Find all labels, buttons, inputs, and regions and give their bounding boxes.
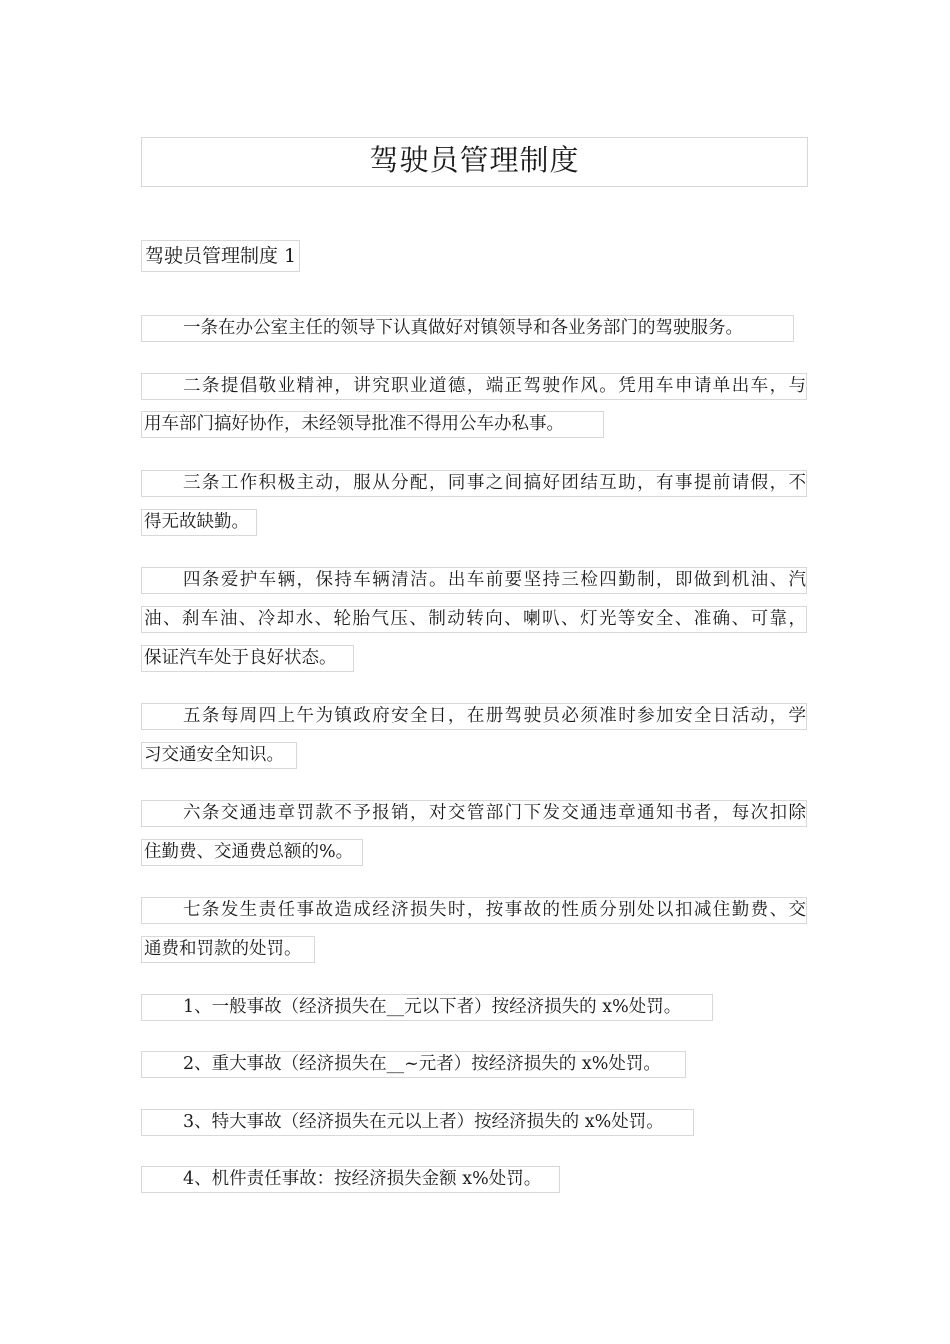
paragraph-line: 七条发生责任事故造成经济损失时，按事故的性质分别处以扣减住勤费、交 xyxy=(141,897,807,924)
paragraph-line: 五条每周四上午为镇政府安全日，在册驾驶员必须准时参加安全日活动，学 xyxy=(141,703,807,730)
paragraph-line: 住勤费、交通费总额的%。 xyxy=(141,839,363,866)
paragraph-line: 三条工作积极主动，服从分配，同事之间搞好团结互助，有事提前请假，不 xyxy=(141,470,807,497)
paragraph-line: 一条在办公室主任的领导下认真做好对镇领导和各业务部门的驾驶服务。 xyxy=(141,315,794,342)
paragraph-line: 通费和罚款的处罚。 xyxy=(141,936,315,963)
paragraph-line: 保证汽车处于良好状态。 xyxy=(141,645,354,672)
list-item: 2、重大事故（经济损失在__~元者）按经济损失的 x%处罚。 xyxy=(141,1051,686,1078)
document-title: 驾驶员管理制度 xyxy=(141,137,808,187)
list-item: 1、一般事故（经济损失在__元以下者）按经济损失的 x%处罚。 xyxy=(141,994,713,1021)
paragraph-line: 四条爱护车辆，保持车辆清洁。出车前要坚持三检四勤制，即做到机油、汽 xyxy=(141,567,807,594)
paragraph-line: 习交通安全知识。 xyxy=(141,742,297,769)
list-item: 3、特大事故（经济损失在元以上者）按经济损失的 x%处罚。 xyxy=(141,1109,694,1136)
paragraph-line: 得无故缺勤。 xyxy=(141,509,257,536)
paragraph-line: 用车部门搞好协作，未经领导批准不得用公车办私事。 xyxy=(141,411,604,438)
list-item: 4、机件责任事故：按经济损失金额 x%处罚。 xyxy=(141,1166,560,1193)
paragraph-line: 油、刹车油、冷却水、轮胎气压、制动转向、喇叭、灯光等安全、准确、可靠， xyxy=(141,606,807,633)
paragraph-line: 六条交通违章罚款不予报销，对交管部门下发交通违章通知书者，每次扣除 xyxy=(141,800,807,827)
section-subtitle: 驾驶员管理制度 1 xyxy=(141,240,300,272)
paragraph-line: 二条提倡敬业精神，讲究职业道德，端正驾驶作风。凭用车申请单出车，与 xyxy=(141,373,807,400)
